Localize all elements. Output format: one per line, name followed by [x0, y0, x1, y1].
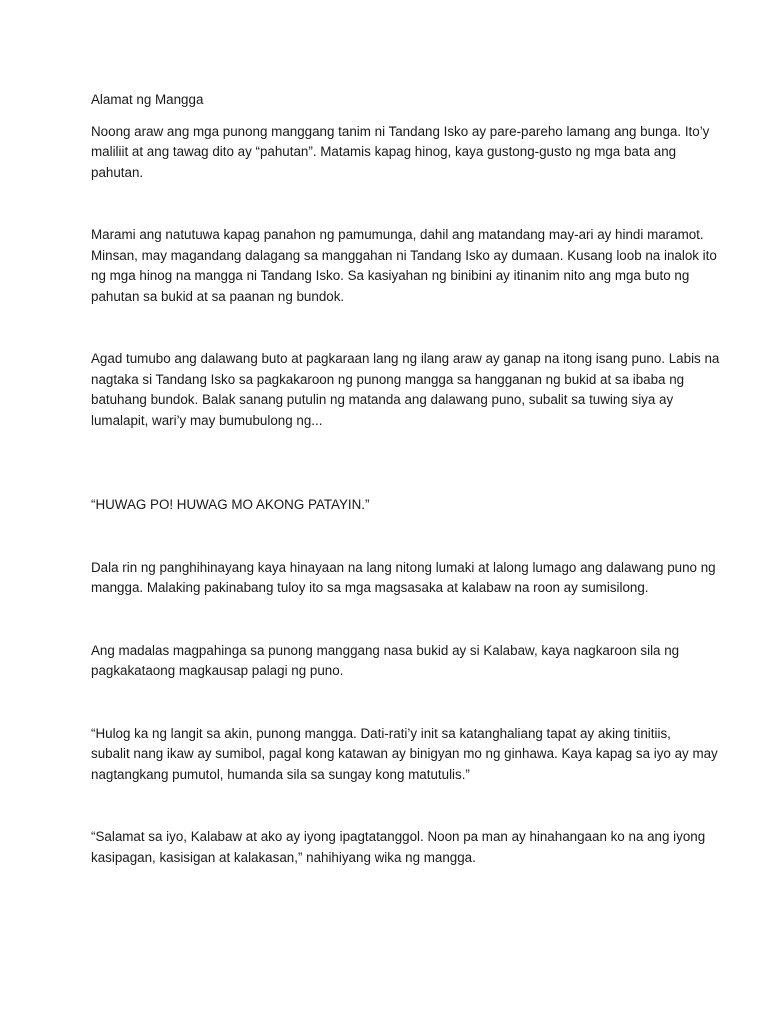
- paragraph-2: [91, 225, 717, 307]
- paragraph-spacer: [91, 682, 691, 724]
- paragraph-3: [91, 349, 720, 431]
- paragraph-spacer: [91, 516, 691, 558]
- paragraph-1: [91, 122, 710, 184]
- paragraph-line: batuhang bundok. Balak sanang putulin ng matanda ang dalawang puno, subalit sa tuwing siya ay: [91, 392, 674, 407]
- paragraph-line: “Hulog ka ng langit sa akin, punong mangga. Dati-rati’y init sa katanghaliang tapat ay aking tinitiis,: [91, 725, 671, 741]
- paragraph-spacer: [91, 307, 691, 349]
- paragraph-spacer: [91, 785, 691, 827]
- paragraph-line: pahutan.: [91, 164, 144, 180]
- paragraph-8: [91, 827, 706, 868]
- paragraph-7: [91, 724, 718, 786]
- paragraph-line: Dala rin ng panghihinayang kaya hinayaan na lang nitong lumaki at lalong lumago ang dalawang puno ng: [91, 559, 716, 575]
- paragraph-line: nagtaka si Tandang Isko sa pagkakaroon ng punong mangga sa hangganan ng bukid at sa ibaba ng: [91, 371, 685, 387]
- paragraph-line: lumalapit, wari’y may bumubulong ng...: [91, 412, 323, 428]
- paragraph-spacer: [91, 599, 691, 641]
- paragraph-line: nagtangkang pumutol, humanda sila sa sungay kong matutulis.”: [91, 766, 470, 782]
- paragraph-line: “HUWAG PO! HUWAG MO AKONG PATAYIN.”: [91, 497, 370, 512]
- document-title: Alamat ng Mangga: [91, 92, 204, 107]
- paragraph-spacer: [91, 431, 691, 495]
- paragraph-line: kasipagan, kasisigan at kalakasan,” nahihiyang wika ng mangga.: [91, 849, 476, 865]
- paragraph-line: maliliit at ang tawag dito ay “pahutan”. Matamis kapag hinog, kaya gustong-gusto ng mga bata ang: [91, 144, 677, 159]
- paragraph-line: Agad tumubo ang dalawang buto at pagkaraan lang ng ilang araw ay ganap na itong isang puno. Labis na: [91, 351, 720, 366]
- paragraph-4: [91, 495, 691, 516]
- paragraph-line: Marami ang natutuwa kapag panahon ng pamumunga, dahil ang matandang may-ari ay hindi maramot.: [91, 227, 704, 242]
- paragraph-line: pahutan sa bukid at sa paanan ng bundok.: [91, 288, 345, 304]
- paragraph-line: Minsan, may magandang dalagang sa manggahan ni Tandang Isko ay dumaan. Kusang loob na inalok ito: [91, 247, 717, 263]
- paragraph-line: ng mga hinog na mangga ni Tandang Isko. Sa kasiyahan ng binibini ay itinanim nito ang mga buto ng: [91, 268, 690, 283]
- paragraph-line: Ang madalas magpahinga sa punong manggang nasa bukid ay si Kalabaw, kaya nagkaroon sila ng: [91, 642, 680, 658]
- paragraph-5: [91, 558, 716, 599]
- paragraph-line: “Salamat sa iyo, Kalabaw at ako ay iyong ipagtatanggol. Noon pa man ay hinahangaan ko na ang iyong: [91, 829, 706, 844]
- document-body: [91, 90, 720, 868]
- paragraph-6: [91, 641, 691, 682]
- paragraph-line: mangga. Malaking pakinabang tuloy ito sa mga magsasaka at kalabaw na roon ay sumisilong.: [91, 580, 649, 595]
- paragraph-line: pagkakataong magkausap palagi ng puno.: [91, 663, 344, 678]
- paragraph-line: subalit nang ikaw ay sumibol, pagal kong katawan ay binigyan mo ng ginhawa. Kaya kapag sa iyo ay may: [91, 746, 718, 761]
- paragraph-spacer: [91, 183, 691, 225]
- paragraph-line: Noong araw ang mga punong manggang tanim ni Tandang Isko ay pare-pareho lamang ang bunga. Ito’y: [91, 123, 710, 139]
